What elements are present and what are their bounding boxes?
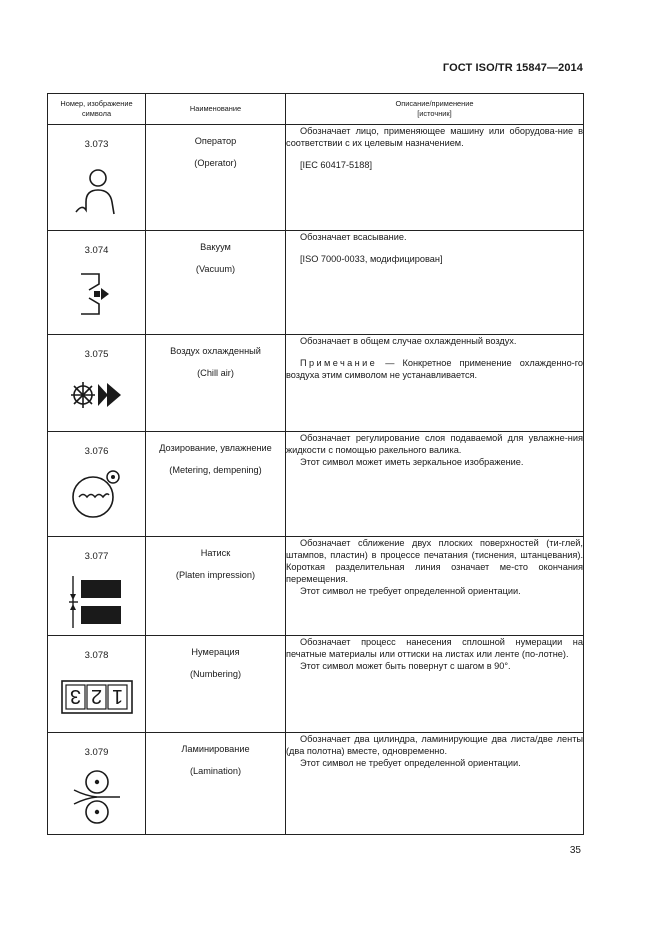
page-number: 35 [569,845,581,856]
table-row [48,432,584,537]
table-row [48,537,584,636]
symbol-name: Ламинирование [181,744,250,754]
note-label: Примечание [300,358,378,368]
chill-air-icon [69,378,125,412]
table-row [48,636,584,733]
symbol-name: Оператор [194,136,237,146]
description-text: Обозначает регулирование слоя подаваемой для увлажне-ния жидкости с помощью ракельного валика. [286,433,583,455]
document-header: ГОСТ ISO/TR 15847—2014 [442,62,583,74]
table-header-row [48,94,584,125]
symbol-code: 3.078 [84,650,109,661]
description-text: Обозначает два цилиндра, ламинирующие два листа/две ленты (два полотна) вместе, одновременно. [286,734,583,756]
description-text: Обозначает сближение двух плоских поверхностей (ти-глей, штампов, пластин) в процессе печатания (тиснения, штанцевания). Короткая разделительная линия означает ме-сто окончания перемещения. [286,538,583,584]
table-row [48,125,584,231]
source-reference: [ISO 7000-0033, модифицирован] [300,254,443,264]
operator-icon [72,166,122,218]
symbol-name: Натиск [200,548,231,558]
symbol-code: 3.077 [84,551,109,562]
column-header-number: Номер, изображение символа [48,94,146,125]
vacuum-icon [77,270,117,318]
symbol-name: Дозирование, увлажнение [159,443,272,453]
description-text: Этот символ не требует определенной ориентации. [300,586,521,596]
symbol-code: 3.074 [84,245,109,256]
symbol-name-en: (Operator) [194,158,237,168]
symbol-name-en: (Lamination) [189,766,242,776]
symbol-code: 3.076 [84,446,109,457]
symbol-name-en: (Platen impression) [175,570,256,580]
table-row [48,231,584,335]
metering-icon [69,467,125,519]
description-text: Обозначает всасывание. [300,232,407,242]
description-text: Обозначает в общем случае охлажденный воздух. [300,336,517,346]
symbol-name-en: (Vacuum) [195,264,236,274]
symbol-code: 3.079 [84,747,109,758]
symbol-code: 3.073 [84,139,109,150]
symbols-table [47,93,584,835]
column-header-description: Описание/применение [источник] [286,94,584,125]
symbol-name-en: (Metering, dempening) [169,465,262,475]
source-reference: [IEC 60417-5188] [300,160,373,170]
numbering-digit: 1 [111,685,123,707]
table-row [48,335,584,432]
description-text: Этот символ может иметь зеркальное изображение. [300,457,524,467]
symbol-code: 3.075 [84,349,109,360]
platen-impression-icon [69,576,125,628]
column-header-name: Наименование [146,94,286,125]
symbol-name: Воздух охлажденный [170,346,261,356]
symbol-name: Вакуум [200,242,231,252]
description-text: Обозначает процесс нанесения сплошной нумерации на печатные материалы или оттиски на листах или ленте (по-лотне). [286,637,583,659]
description-text: Этот символ может быть повернут с шагом в 90°. [300,661,511,671]
description-text: Обозначает лицо, применяющее машину или оборудова-ние в соответствии с их целевым назначением. [286,126,583,148]
symbol-name-en: (Chill air) [197,368,234,378]
lamination-icon [72,768,122,828]
numbering-digit: 2 [90,685,102,707]
numbering-icon [60,679,134,715]
symbol-name-en: (Numbering) [189,669,242,679]
description-text: Этот символ не требует определенной ориентации. [300,758,521,768]
symbol-name: Нумерация [191,647,240,657]
table-row [48,733,584,835]
numbering-digit: 3 [69,685,81,707]
note-text: Примечание — Конкретное применение охлажденно-го воздуха этим символом не устанавливается. [286,358,583,380]
